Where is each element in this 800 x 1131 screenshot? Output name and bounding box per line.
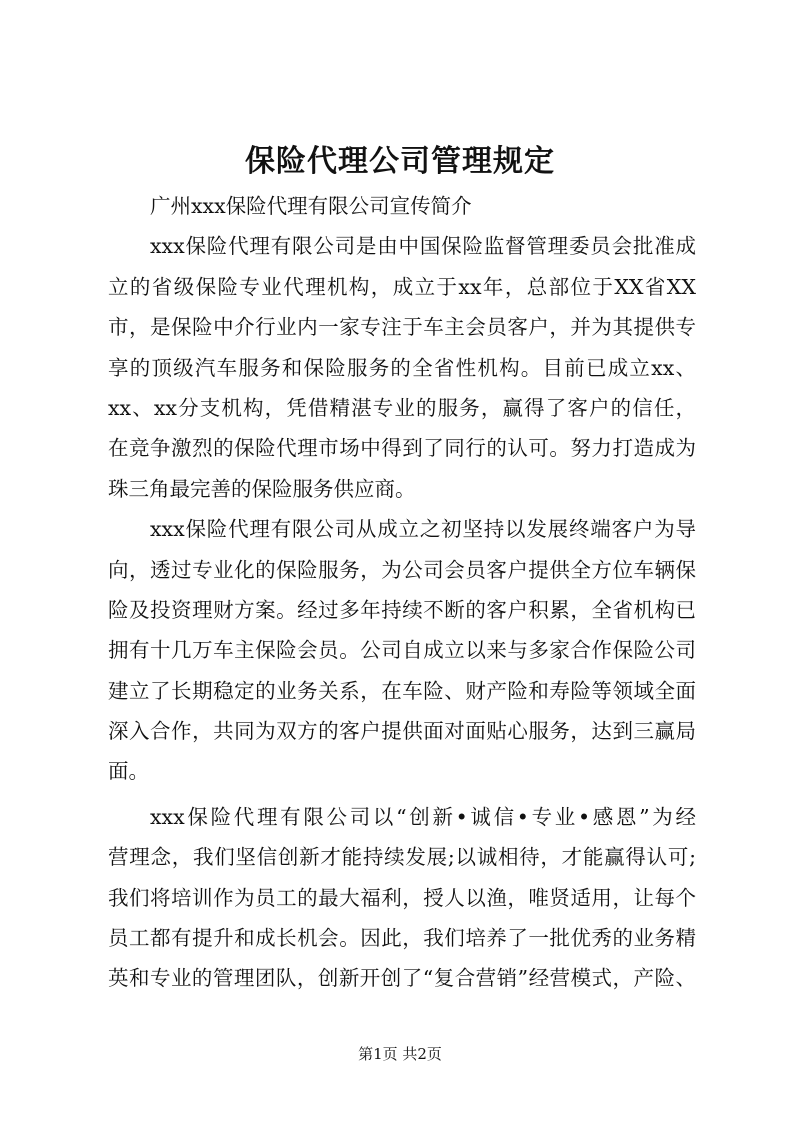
paragraph-3-line-4: 员工都有提升和成长机会。因此，我们培养了一批优秀的业务精: [108, 926, 696, 951]
paragraph-2-line-3: 险及投资理财方案。经过多年持续不断的客户积累，全省机构已: [108, 597, 696, 622]
paragraph-1-line-4: 享的顶级汽车服务和保险服务的全省性机构。目前已成立xx、: [108, 355, 696, 380]
document-body: [108, 186, 696, 999]
document-title: 保险代理公司管理规定: [245, 144, 555, 179]
paragraph-2-line-4: 拥有十几万车主保险会员。公司自成立以来与多家合作保险公司: [108, 638, 696, 663]
page-number-footer: 第1页 共2页: [358, 1045, 442, 1063]
paragraph-1-line-2: 立的省级保险专业代理机构，成立于xx年，总部位于XX省XX: [108, 274, 696, 299]
paragraph-2-line-5: 建立了长期稳定的业务关系，在车险、财产险和寿险等领域全面: [108, 678, 696, 703]
paragraph-1-line-7: 珠三角最完善的保险服务供应商。: [108, 476, 416, 501]
paragraph-1-line-6: 在竞争激烈的保险代理市场中得到了同行的认可。努力打造成为: [108, 436, 696, 461]
paragraph-2-line-7: 面。: [108, 759, 149, 784]
paragraph-1-line-3: 市，是保险中介行业内一家专注于车主会员客户，并为其提供专: [108, 315, 696, 340]
paragraph-1-line-1: xxx保险代理有限公司是由中国保险监督管理委员会批准成: [150, 234, 696, 259]
intro-heading-line: 广州xxx保险代理有限公司宣传简介: [150, 194, 472, 218]
paragraph-3-line-3: 我们将培训作为员工的最大福利，授人以渔，唯贤适用，让每个: [108, 885, 696, 910]
paragraph-1-line-5: xx、xx分支机构，凭借精湛专业的服务，赢得了客户的信任，: [108, 395, 696, 420]
paragraph-2-line-2: 向，透过专业化的保险服务，为公司会员客户提供全方位车辆保: [108, 557, 696, 582]
paragraph-2-line-6: 深入合作，共同为双方的客户提供面对面贴心服务，达到三赢局: [108, 719, 696, 744]
paragraph-3-line-1: xxx保险代理有限公司以“创新•诚信•专业•感恩”为经: [150, 804, 696, 829]
paragraph-3-line-2: 营理念，我们坚信创新才能持续发展;以诚相待，才能赢得认可;: [108, 845, 696, 870]
paragraph-2-line-1: xxx保险代理有限公司从成立之初坚持以发展终端客户为导: [150, 517, 696, 542]
paragraph-3-line-5: 英和专业的管理团队，创新开创了“复合营销”经营模式，产险、: [108, 966, 696, 991]
